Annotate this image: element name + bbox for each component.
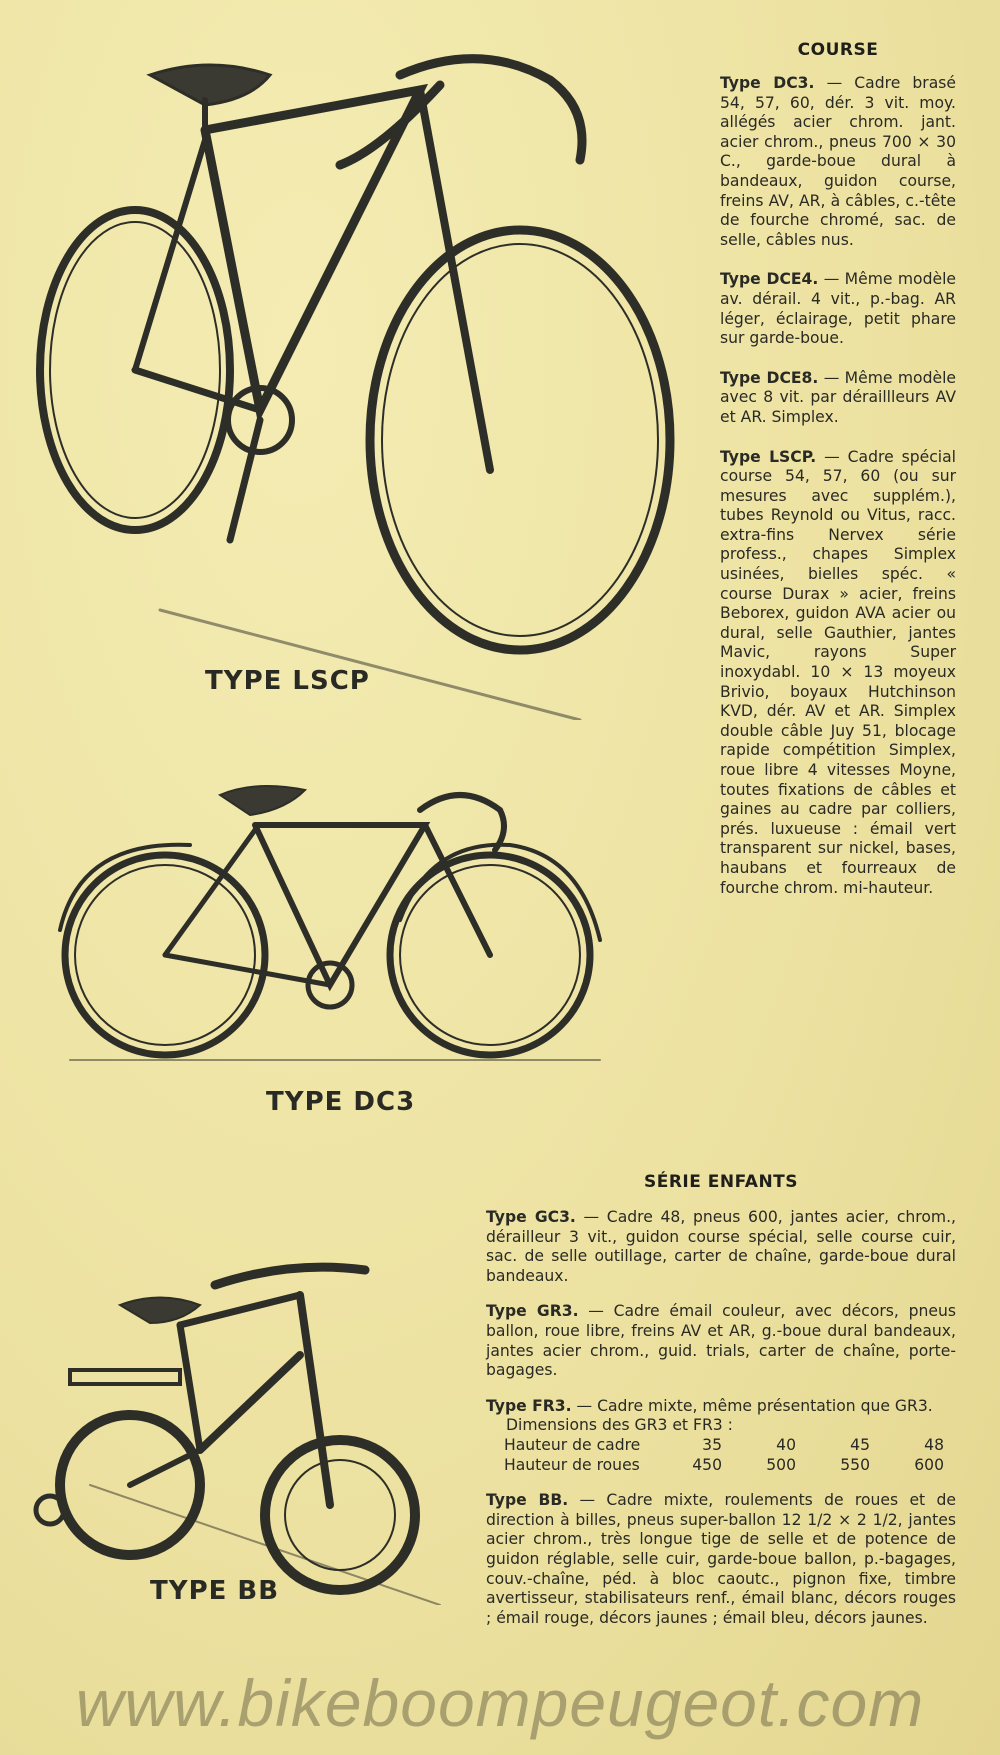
entry-type-label: Type LSCP. (720, 447, 817, 466)
entry-type-dce8 (720, 369, 956, 428)
caption-type-dc3: TYPE DC3 (266, 1087, 416, 1117)
table-row (504, 1456, 944, 1476)
rear-rack (70, 1370, 180, 1384)
bike-illustration-lscp (20, 20, 700, 720)
table-cell: 40 (776, 1435, 796, 1454)
entry-description: — Cadre 48, pneus 600, jantes acier, chrom., dérailleur 3 vit., guidon course spécial, selle course cuir, sac. de selle outillage, carter de chaîne, garde-boue dural bandeaux. (486, 1208, 956, 1285)
section-title-course: COURSE (797, 40, 879, 60)
fork (420, 90, 490, 470)
saddle (220, 786, 305, 815)
bike-illustration-dc3 (40, 770, 620, 1070)
front-wheel (370, 230, 670, 650)
front-wheel (265, 1440, 415, 1590)
entry-type-lscp (720, 448, 956, 899)
entry-description: — Cadre émail couleur, avec décors, pneus ballon, roue libre, freins AV et AR, g.-boue dural bandeaux, jantes acier chrom., guid. trials, carter de chaîne, porte-bagages. (486, 1302, 956, 1380)
entry-type-label: Type DCE8. (720, 368, 819, 387)
handlebar (340, 59, 582, 165)
watermark: www.bikeboompeugeot.com (75, 1666, 925, 1740)
entry-type-label: Type DC3. (720, 74, 815, 92)
entry-description: — Cadre mixte, même présentation que GR3. (571, 1396, 933, 1415)
enfants-section (486, 1208, 956, 1644)
row-label: Hauteur de roues (504, 1455, 640, 1474)
handlebar (215, 1267, 365, 1285)
table-row (504, 1436, 944, 1456)
entry-type-gr3 (486, 1302, 956, 1380)
entry-type-fr3 (486, 1397, 956, 1417)
dimensions-title: Dimensions des GR3 et FR3 : (506, 1416, 733, 1435)
caption-type-bb: TYPE BB (150, 1576, 280, 1606)
entry-type-label: Type FR3. (486, 1396, 572, 1415)
entry-type-label: Type BB. (486, 1491, 569, 1510)
table-cell: 45 (850, 1435, 870, 1454)
entry-description: — Cadre brasé 54, 57, 60, dér. 3 vit. moy. allégés acier chrom. jant. acier chrom., pneus 700 × 30 C., garde-boue dural à bandeaux, guidon course, freins AV, AR, à câbles, c.-tête de fourche chromé, sac. de selle, câbles nus. (720, 74, 956, 249)
caption-type-lscp: TYPE LSCP (205, 666, 370, 696)
entry-type-gc3 (486, 1208, 956, 1286)
entry-type-label: Type DCE4. (720, 270, 819, 289)
entry-description: — Cadre spécial course 54, 57, 60 (ou sur mesures avec supplém.), tubes Reynold ou Vitus, racc. extra-fins Nervex série profess., chapes Simplex usinées, bielles spéc. « course Durax » acier, freins Beborex, guidon AVA acier ou dural, selle Gauthier, jantes Mavic, rayons Super inoxydabl. 10 × 13 moyeux Brivio, boyaux Hutchinson KVD, dér. AV et AR. Simplex double câble Juy 51, blocage rapide compétition Simplex, roue libre 4 vitesses Moyne, toutes fixations de câbles et gaines au cadre par colliers, prés. luxueuse : émail vert transparent sur nickel, bases, haubans et fourreaux de fourche chrom. mi-hauteur. (720, 447, 957, 897)
table-cell: 35 (702, 1435, 722, 1454)
dimensions-table (504, 1436, 944, 1475)
entry-type-dce4 (720, 270, 956, 348)
ground-shadow (160, 610, 580, 720)
entry-description: — Même modèle avec 8 vit. par déraillleurs AV et AR. Simplex. (720, 368, 956, 426)
table-cell: 550 (840, 1455, 870, 1474)
table-cell: 450 (692, 1455, 722, 1474)
course-section (720, 40, 956, 918)
table-cell: 48 (924, 1435, 944, 1454)
entry-description: — Même modèle av. dérail. 4 vit., p.-bag. AR léger, éclairage, petit phare sur garde-boue. (720, 270, 956, 348)
entry-description: — Cadre mixte, roulements de roues et de direction à billes, pneus super-ballon 12 1/2 × 2 1/2, jantes acier chrom., très longue tige de selle et de potence de guidon réglable, selle cuir, garde-boue ballon, p.-bagages, couv.-chaîne, péd. à bloc caoutc., pignon fixe, timbre avertisseur, stabilisateurs renf., émail blanc, décors rouges ; émail rouge, décors jaunes ; émail bleu, décors jaunes. (486, 1491, 956, 1627)
bike-illustration-bb (30, 1255, 450, 1605)
section-title-enfants: SÉRIE ENFANTS (643, 1172, 799, 1192)
row-label: Hauteur de cadre (504, 1435, 641, 1454)
frame (180, 1295, 300, 1325)
saddle (150, 65, 270, 105)
entry-type-dc3 (720, 74, 956, 250)
table-cell: 600 (914, 1455, 944, 1474)
entry-type-label: Type GC3. (486, 1208, 576, 1226)
saddle (120, 1298, 200, 1324)
table-cell: 500 (766, 1455, 796, 1474)
entry-type-bb (486, 1491, 956, 1628)
entry-type-label: Type GR3. (486, 1302, 579, 1321)
